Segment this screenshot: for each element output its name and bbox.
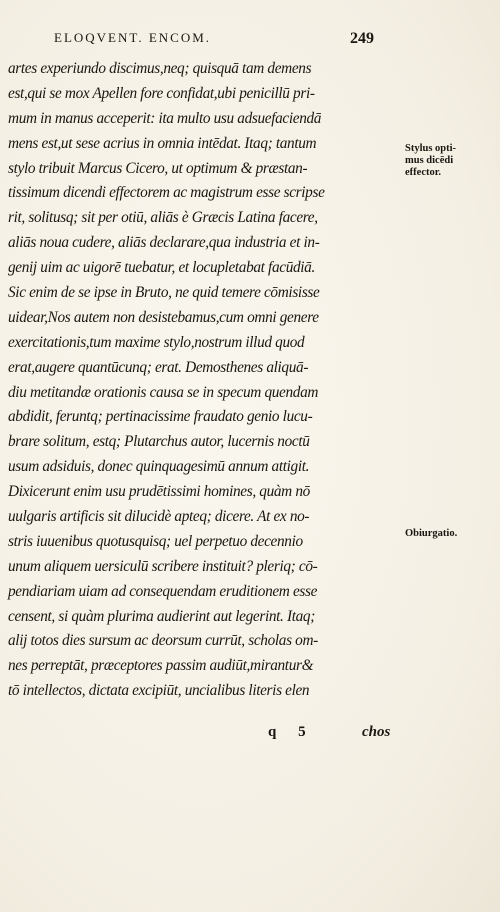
text-line: tō intellectos, dictata excipiūt, uncialibus literis elen bbox=[8, 682, 310, 700]
text-line: aliās noua cudere, aliās declarare,qua industria et in- bbox=[8, 234, 320, 252]
text-line: Dixicerunt enim usu prudētissimi homines, quàm nō bbox=[8, 483, 310, 501]
text-line: est,qui se mox Apellen fore confidat,ubi penicillū pri- bbox=[8, 84, 315, 102]
text-line: mum in manus acceperit: ita multo usu adsuefaciendā bbox=[8, 109, 322, 127]
catchword: chos bbox=[362, 724, 391, 740]
margin-note-line: Stylus opti- bbox=[405, 143, 457, 154]
margin-note-stylus bbox=[405, 143, 497, 179]
running-head: ELOQVENT. ENCOM. bbox=[54, 30, 212, 45]
margin-note-obiurgatio: Obiurgatio. bbox=[405, 528, 458, 539]
text-line: nes perreptāt, præceptores passim audiūt,mirantur& bbox=[8, 657, 314, 675]
text-line: mens est,ut sese acrius in omnia intēdat. Itaq; tantum bbox=[8, 134, 317, 152]
text-line: stylo tribuit Marcus Cicero, ut optimum & præstan- bbox=[8, 159, 308, 177]
text-line: unum aliquem uersiculū scribere instituit? pleriq; cō- bbox=[8, 557, 318, 575]
text-line: uulgaris artificis sit dilucidè apteq; dicere. At ex no- bbox=[8, 508, 310, 526]
text-line: censent, si quàm plurima audierint aut legerint. Itaq; bbox=[8, 607, 315, 625]
text-line: erat,augere quantūcunq; erat. Demosthenes aliquā- bbox=[8, 358, 309, 376]
text-line: pendiariam uiam ad consequendam eruditionem esse bbox=[8, 582, 318, 600]
text-line: alij totos dies sursum ac deorsum currūt, scholas om- bbox=[8, 632, 318, 650]
text-line: artes experiundo discimus,neq; quisquā tam demens bbox=[8, 60, 312, 77]
text-line: tissimum dicendi effectorem ac magistrum esse scripse bbox=[8, 184, 325, 202]
signature-mark: q 5 bbox=[268, 724, 315, 740]
text-line: exercitationis,tum maxime stylo,nostrum illud quod bbox=[8, 333, 305, 351]
margin-note-line: effector. bbox=[405, 167, 442, 178]
page-number: 249 bbox=[350, 30, 374, 47]
text-line: usum adsiduis, donec quinquagesimū annum attigit. bbox=[8, 458, 310, 476]
text-line: uidear,Nos autem non desistebamus,cum omni genere bbox=[8, 308, 319, 326]
text-line: stris iuuenibus quotusquisq; uel perpetuo decennio bbox=[8, 532, 303, 550]
text-line: abdidit, feruntq; pertinacissime fraudato genio lucu- bbox=[8, 408, 313, 426]
body-text bbox=[8, 57, 403, 704]
text-line: brare solitum, estq; Plutarchus autor, lucernis noctū bbox=[8, 433, 310, 451]
text-line: Sic enim de se ipse in Bruto, ne quid temere cōmisisse bbox=[8, 284, 320, 302]
text-line: genij uim ac uigorē tuebatur, et locupletabat facūdiā. bbox=[8, 259, 315, 277]
text-line: rit, solitusq; sit per otiū, aliās è Græcis Latina facere, bbox=[8, 209, 318, 227]
text-line: diu metitandæ orationis causa se in specum quendam bbox=[8, 383, 319, 401]
margin-note-line: mus dicēdi bbox=[405, 155, 454, 166]
